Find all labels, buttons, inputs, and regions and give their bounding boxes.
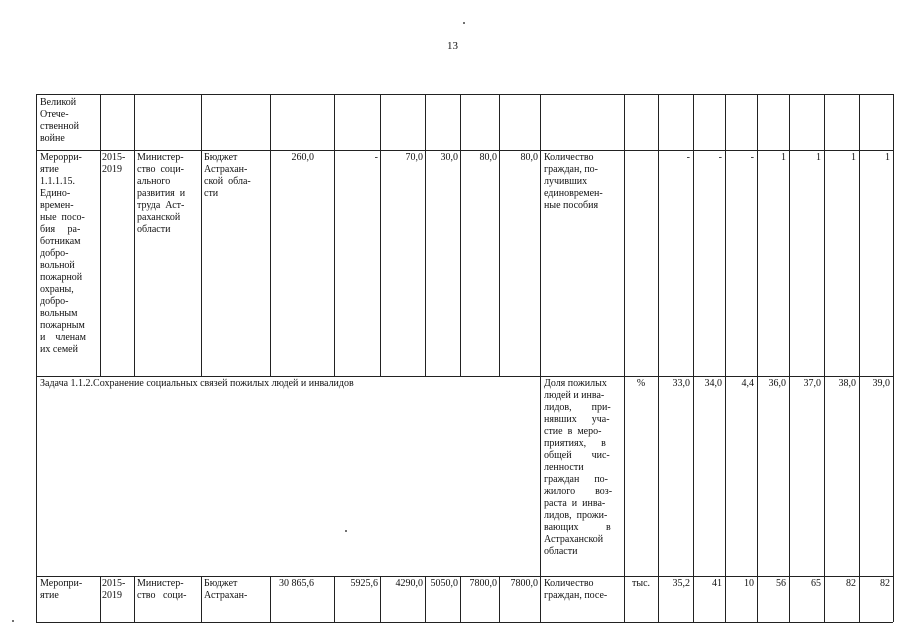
indicator-name: лидов, при- bbox=[544, 402, 611, 413]
budget-y2018: 80,0 bbox=[479, 152, 497, 163]
indicator-unit: тыс. bbox=[631, 578, 651, 589]
activity-name: и членам bbox=[40, 332, 86, 343]
indicator-name: раста и инва- bbox=[544, 498, 606, 509]
column-border bbox=[624, 94, 625, 622]
executor: ального bbox=[137, 176, 171, 187]
activity-name: ятие bbox=[40, 164, 59, 175]
budget-total: 260,0 bbox=[291, 152, 314, 163]
budget-y2016: 70,0 bbox=[405, 152, 423, 163]
activity-name: ственной bbox=[40, 121, 79, 132]
funding-source: сти bbox=[204, 188, 219, 199]
activity-name: Меропри- bbox=[40, 578, 83, 589]
column-border bbox=[824, 94, 825, 622]
column-border bbox=[134, 94, 135, 376]
indicator-name: Количество bbox=[544, 152, 594, 163]
indicator-value: 65 bbox=[811, 578, 821, 589]
funding-source: ской обла- bbox=[204, 176, 251, 187]
indicator-name: граждан, по- bbox=[544, 164, 599, 175]
scan-speck bbox=[463, 22, 465, 24]
activity-name: добро- bbox=[40, 296, 69, 307]
funding-source: Астрахан- bbox=[204, 590, 248, 601]
executor: раханской bbox=[137, 212, 181, 223]
indicator-name: людей и инва- bbox=[544, 390, 605, 401]
budget-total: 30 865,6 bbox=[279, 578, 314, 589]
column-border bbox=[757, 94, 758, 622]
indicator-name: нявших уча- bbox=[544, 414, 610, 425]
activity-name: Едино- bbox=[40, 188, 71, 199]
executor: Министер- bbox=[137, 578, 184, 589]
column-border bbox=[540, 94, 541, 622]
activity-name: 1.1.1.15. bbox=[40, 176, 75, 187]
activity-name: времен- bbox=[40, 200, 74, 211]
activity-name: Мероpри- bbox=[40, 152, 82, 163]
column-border bbox=[201, 576, 202, 622]
indicator-value: 82 bbox=[880, 578, 890, 589]
activity-name: ные посо- bbox=[40, 212, 85, 223]
budget-y2017: 30,0 bbox=[440, 152, 458, 163]
column-border bbox=[380, 94, 381, 376]
indicator-value: 56 bbox=[776, 578, 786, 589]
indicator-name: Астраханской bbox=[544, 534, 604, 545]
scan-speck bbox=[12, 620, 14, 622]
activity-name: их семей bbox=[40, 344, 78, 355]
column-border bbox=[893, 94, 894, 622]
indicator-value: 4,4 bbox=[741, 378, 754, 389]
column-border bbox=[460, 94, 461, 376]
activity-name: бия ра- bbox=[40, 224, 81, 235]
indicator-name: лучивших bbox=[544, 176, 588, 187]
indicator-value: 34,0 bbox=[704, 378, 722, 389]
column-border bbox=[100, 94, 101, 376]
indicator-value: 35,2 bbox=[672, 578, 690, 589]
indicator-value: - bbox=[750, 152, 754, 163]
activity-name: ятие bbox=[40, 590, 59, 601]
indicator-name: вающих в bbox=[544, 522, 611, 533]
column-border bbox=[725, 94, 726, 622]
indicator-value: 41 bbox=[712, 578, 722, 589]
budget-y2017: 5050,0 bbox=[430, 578, 458, 589]
indicator-value: 38,0 bbox=[838, 378, 856, 389]
activity-name: войне bbox=[40, 133, 65, 144]
indicator-value: - bbox=[718, 152, 722, 163]
column-border bbox=[100, 576, 101, 622]
budget-y2018: 7800,0 bbox=[469, 578, 497, 589]
page-number: 13 bbox=[447, 40, 458, 52]
indicator-value: 10 bbox=[744, 578, 754, 589]
activity-name: Отече- bbox=[40, 109, 69, 120]
indicator-name: ленности bbox=[544, 462, 584, 473]
column-border bbox=[499, 94, 500, 376]
indicator-value: 1 bbox=[885, 152, 890, 163]
funding-source: Бюджет bbox=[204, 578, 238, 589]
indicator-value: 1 bbox=[816, 152, 821, 163]
activity-name: пожарным bbox=[40, 320, 85, 331]
budget-y2015: 5925,6 bbox=[350, 578, 378, 589]
activity-name: добро- bbox=[40, 248, 69, 259]
column-border bbox=[201, 94, 202, 376]
column-border bbox=[425, 94, 426, 376]
indicator-value: - bbox=[686, 152, 690, 163]
indicator-value: 33,0 bbox=[672, 378, 690, 389]
executor: труда Аст- bbox=[137, 200, 185, 211]
budget-y2019: 80,0 bbox=[520, 152, 538, 163]
row-border bbox=[36, 94, 893, 95]
column-border bbox=[270, 576, 271, 622]
budget-y2016: 4290,0 bbox=[395, 578, 423, 589]
period: 2019 bbox=[102, 590, 122, 601]
indicator-name: граждан по- bbox=[544, 474, 609, 485]
budget-y2019: 7800,0 bbox=[510, 578, 538, 589]
indicator-value: 37,0 bbox=[803, 378, 821, 389]
indicator-value: 82 bbox=[846, 578, 856, 589]
row-border bbox=[36, 150, 893, 151]
executor: развития и bbox=[137, 188, 186, 199]
indicator-name: области bbox=[544, 546, 578, 557]
column-border bbox=[36, 94, 37, 622]
column-border bbox=[789, 94, 790, 622]
indicator-unit: % bbox=[636, 378, 646, 389]
indicator-name: Количество bbox=[544, 578, 594, 589]
indicator-value: 39,0 bbox=[872, 378, 890, 389]
column-border bbox=[859, 94, 860, 622]
indicator-name: Доля пожилых bbox=[544, 378, 607, 389]
indicator-value: 1 bbox=[781, 152, 786, 163]
indicator-name: общей чис- bbox=[544, 450, 610, 461]
indicator-name: единовремен- bbox=[544, 188, 603, 199]
indicator-value: 1 bbox=[851, 152, 856, 163]
activity-name: Великой bbox=[40, 97, 77, 108]
indicator-name: ные пособия bbox=[544, 200, 599, 211]
indicator-name: граждан, посе- bbox=[544, 590, 608, 601]
indicator-name: стие в меро- bbox=[544, 426, 602, 437]
funding-source: Бюджет bbox=[204, 152, 238, 163]
row-border bbox=[36, 376, 893, 377]
indicator-value: 36,0 bbox=[768, 378, 786, 389]
column-border bbox=[270, 94, 271, 376]
executor: ство соци- bbox=[137, 590, 187, 601]
activity-name: охраны, bbox=[40, 284, 74, 295]
budget-y2015: - bbox=[374, 152, 378, 163]
funding-source: Астрахан- bbox=[204, 164, 248, 175]
executor: ство соци- bbox=[137, 164, 184, 175]
column-border bbox=[658, 94, 659, 622]
scan-speck bbox=[345, 530, 347, 532]
task-title: Задача 1.1.2.Сохранение социальных связей пожилых людей и инвалидов bbox=[40, 378, 354, 389]
period: 2015- bbox=[102, 578, 126, 589]
activity-name: вольной bbox=[40, 260, 75, 271]
period: 2015- bbox=[102, 152, 126, 163]
executor: Министер- bbox=[137, 152, 184, 163]
executor: области bbox=[137, 224, 171, 235]
column-border bbox=[334, 94, 335, 376]
indicator-name: приятиях, в bbox=[544, 438, 606, 449]
indicator-name: жилого воз- bbox=[544, 486, 613, 497]
column-border bbox=[134, 576, 135, 622]
row-border bbox=[36, 576, 893, 577]
column-border bbox=[693, 94, 694, 622]
row-border bbox=[36, 622, 893, 623]
period: 2019 bbox=[102, 164, 122, 175]
activity-name: ботникам bbox=[40, 236, 81, 247]
activity-name: вольным bbox=[40, 308, 78, 319]
indicator-name: лидов, прожи- bbox=[544, 510, 608, 521]
activity-name: пожарной bbox=[40, 272, 83, 283]
